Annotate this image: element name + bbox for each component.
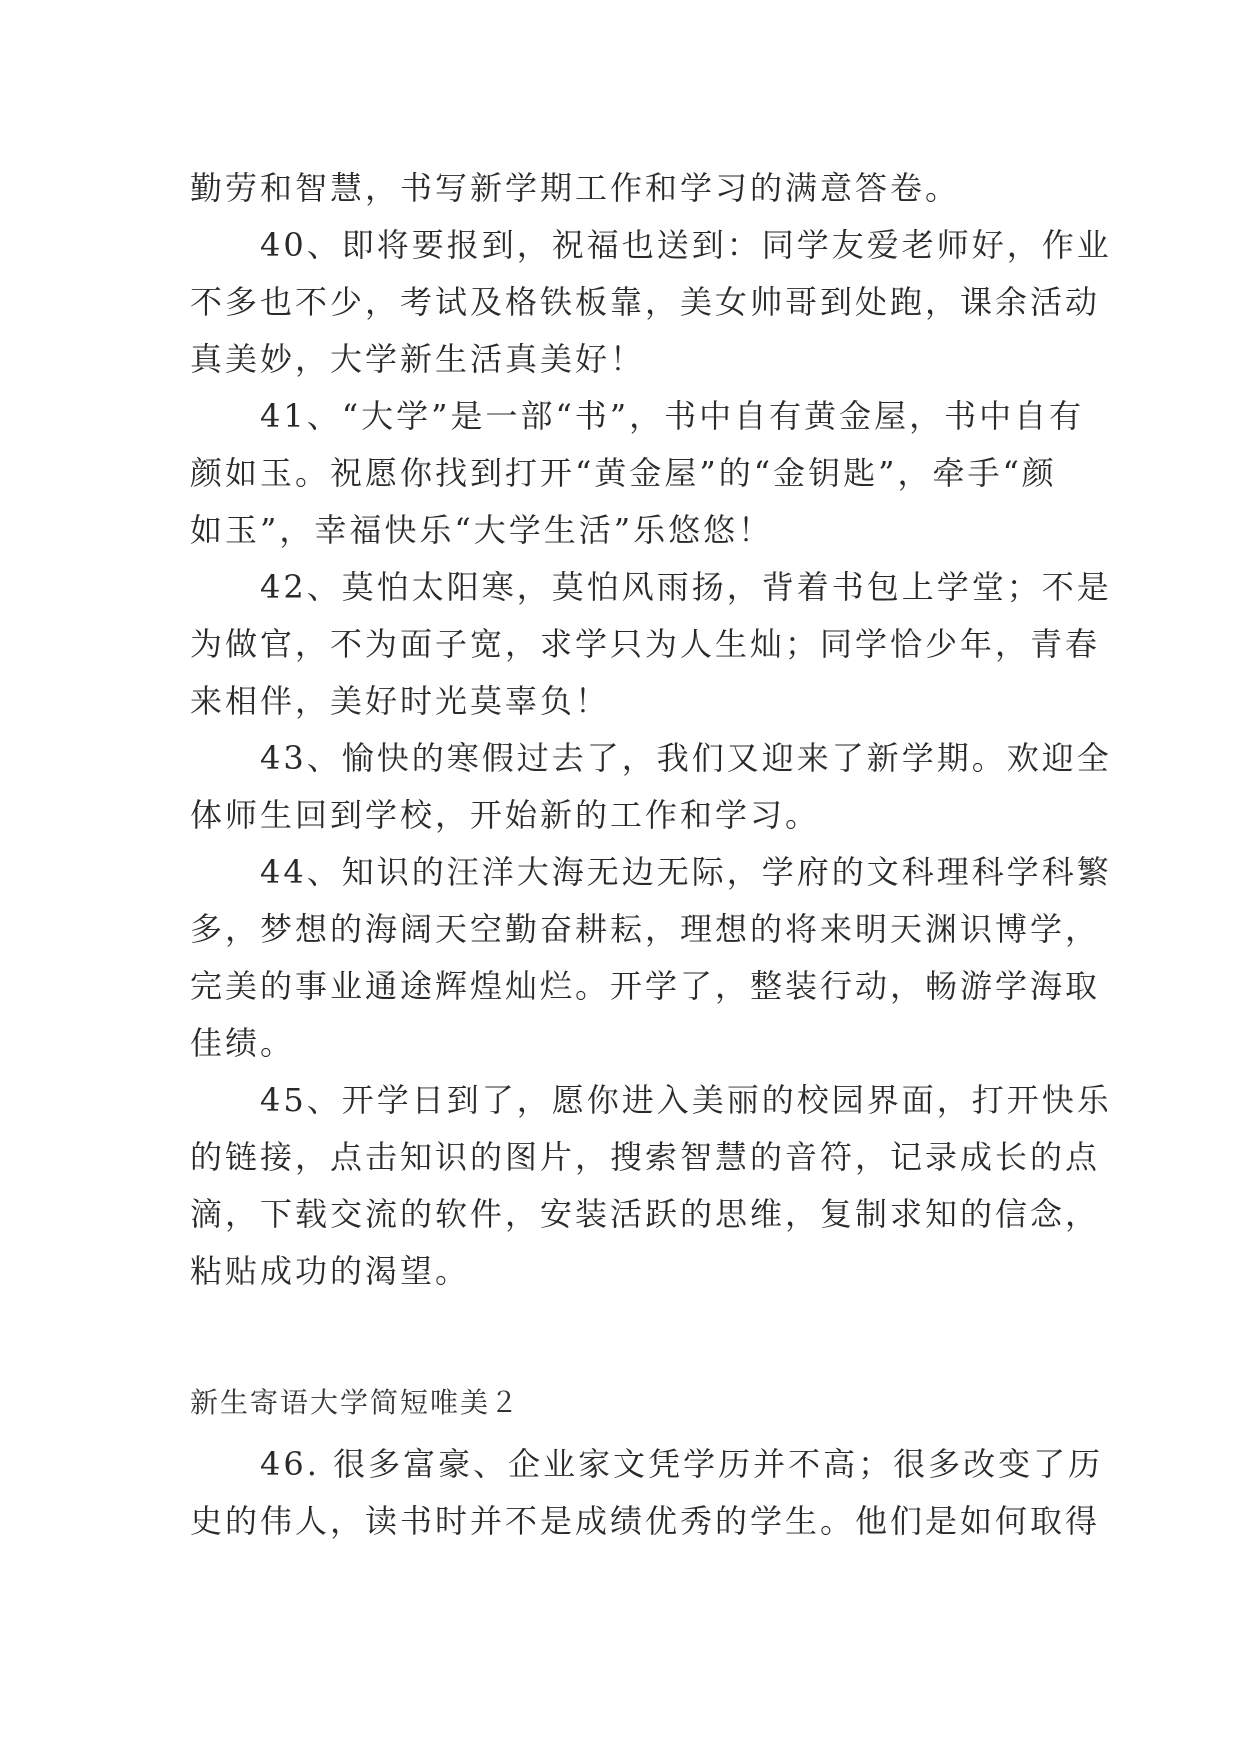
text-line: 的链接，点击知识的图片，搜索智慧的音符，记录成长的点 [190,1138,1101,1176]
text-line: 44、知识的汪洋大海无边无际，学府的文科理科学科繁 [190,853,1112,891]
text-line: 颜如玉。祝愿你找到打开“黄金屋”的“金钥匙”，牵手“颜 [190,454,1057,492]
text-line: 不多也不少，考试及格铁板靠，美女帅哥到处跑，课余活动 [190,283,1101,321]
text-line: 体师生回到学校，开始新的工作和学习。 [190,796,821,834]
section-heading: 新生寄语大学简短唯美２ [190,1386,521,1419]
text-line: 41、“大学”是一部“书”，书中自有黄金屋，书中自有 [190,397,1085,435]
text-line: 46. 很多富豪、企业家文凭学历并不高；很多改变了历 [190,1445,1104,1483]
text-line: 43、愉快的寒假过去了，我们又迎来了新学期。欢迎全 [190,739,1112,777]
text-line: 为做官，不为面子宽，求学只为人生灿；同学恰少年，青春 [190,625,1101,663]
text-line: 史的伟人，读书时并不是成绩优秀的学生。他们是如何取得 [190,1502,1101,1540]
text-line: 42、莫怕太阳寒，莫怕风雨扬，背着书包上学堂；不是 [190,568,1112,606]
text-line: 40、即将要报到，祝福也送到：同学友爱老师好，作业 [190,226,1112,264]
text-line: 多，梦想的海阔天空勤奋耕耘，理想的将来明天渊识博学， [190,910,1101,948]
text-line: 完美的事业通途辉煌灿烂。开学了，整装行动，畅游学海取 [190,967,1101,1005]
text-line: 滴，下载交流的软件，安装活跃的思维，复制求知的信念， [190,1195,1101,1233]
text-line: 真美妙，大学新生活真美好！ [190,340,646,378]
text-line: 勤劳和智慧，书写新学期工作和学习的满意答卷。 [190,169,961,207]
text-line: 45、开学日到了，愿你进入美丽的校园界面，打开快乐 [190,1081,1112,1119]
text-line: 粘贴成功的渴望。 [190,1252,471,1290]
text-line: 来相伴，美好时光莫辜负！ [190,682,611,720]
text-line: 如玉”，幸福快乐“大学生活”乐悠悠！ [190,511,774,549]
text-line: 佳绩。 [190,1024,296,1062]
